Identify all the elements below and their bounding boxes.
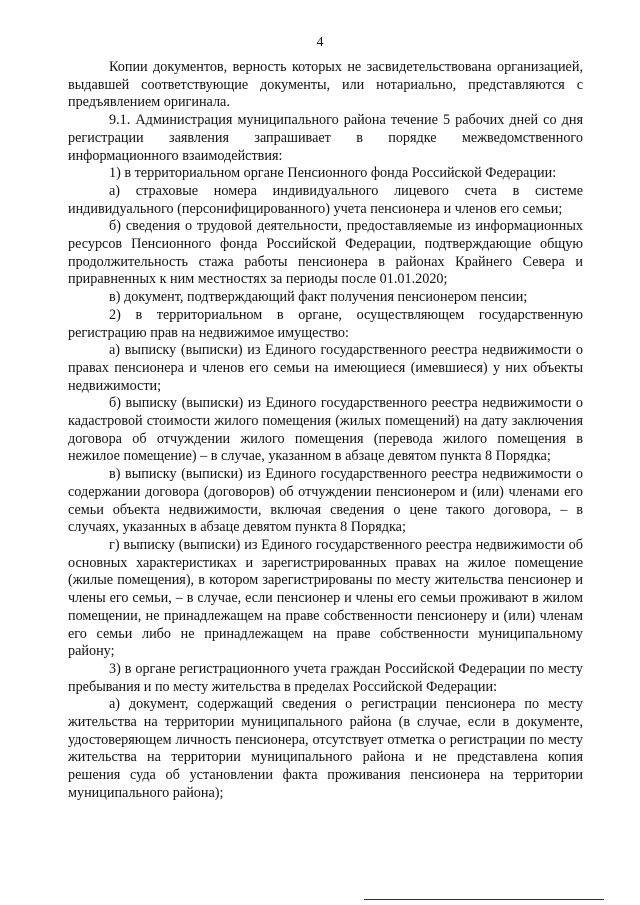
paragraph-item-1v: в) документ, подтверждающий факт получения пенсионером пенсии; <box>109 289 528 306</box>
paragraph-item-1-pension-fund: 1) в территориальном органе Пенсионного фонда Российской Федерации: <box>109 165 557 182</box>
paragraph-item-3a: а) документ, содержащий сведения о регистрации пенсионера по месту жительства на территории муниципального района (в случае, если в документе, удостоверяющем личность пенсионера, отсутствует отметка о регистрации по месту жительства на территории муниципального района и не представлена копия решения суда об установлении факта проживания пенсионера на территории муниципального района); <box>68 696 583 801</box>
paragraph-item-1b: б) сведения о трудовой деятельности, предоставляемые из информационных ресурсов Пенсионного фонда Российской Федерации, подтверждающие общую продолжительность стажа работы пенсионера в районах Крайнего Севера и приравненных к ним местностях за периоды после 01.01.2020; <box>68 218 583 288</box>
page-number: 4 <box>316 35 324 50</box>
paragraph-item-3-registration-office: 3) в органе регистрационного учета граждан Российской Федерации по месту пребывания и по месту жительства в пределах Российской Федерации: <box>68 660 583 695</box>
footer-rule <box>364 899 604 900</box>
paragraph-item-2-registration-authority: 2) в территориальном в органе, осуществляющем государственную регистрацию прав на недвижимое имущество: <box>68 306 583 341</box>
paragraph-item-2v: в) выписку (выписки) из Единого государственного реестра недвижимости о содержании договора (договоров) об отчуждении пенсионером и (или) членами его семьи объекта недвижимости, включая сведения о цене такого договора, – в случаях, указанных в абзаце девятом пункта 8 Порядка; <box>68 466 583 536</box>
paragraph-9-1: 9.1. Администрация муниципального района течение 5 рабочих дней со дня регистрации заявления запрашивает в порядке межведомственного информационного взаимодействия: <box>68 112 583 164</box>
document-body <box>68 59 583 803</box>
paragraph-item-1a: а) страховые номера индивидуального лицевого счета в системе индивидуального (персонифицированного) учета пенсионера и членов его семьи; <box>68 182 583 217</box>
paragraph-item-2a: а) выписку (выписки) из Единого государственного реестра недвижимости о правах пенсионера и членов его семьи на имеющиеся (имевшиеся) у них объекты недвижимости; <box>68 342 583 394</box>
paragraph-item-2b: б) выписку (выписки) из Единого государственного реестра недвижимости о кадастровой стоимости жилого помещения (жилых помещений) на дату заключения договора об отчуждении жилого помещения (перевода жилого помещения в нежилое помещение) – в случае, указанном в абзаце девятом пункта 8 Порядка; <box>68 395 583 465</box>
paragraph-item-2g: г) выписку (выписки) из Единого государственного реестра недвижимости об основных характеристиках и зарегистрированных правах на жилое помещение (жилые помещения), в котором зарегистрированы по месту жительства пенсионер и члены его семьи, – в случае, если пенсионер и члены его семьи проживают в жилом помещении, не принадлежащем на праве собственности пенсионеру и (или) членам его семьи либо не принадлежащем на праве собственности муниципальному району; <box>68 536 583 660</box>
paragraph-copies-of-documents: Копии документов, верность которых не засвидетельствована организацией, выдавшей соответствующие документы, или нотариально, представляются с предъявлением оригинала. <box>68 59 583 111</box>
